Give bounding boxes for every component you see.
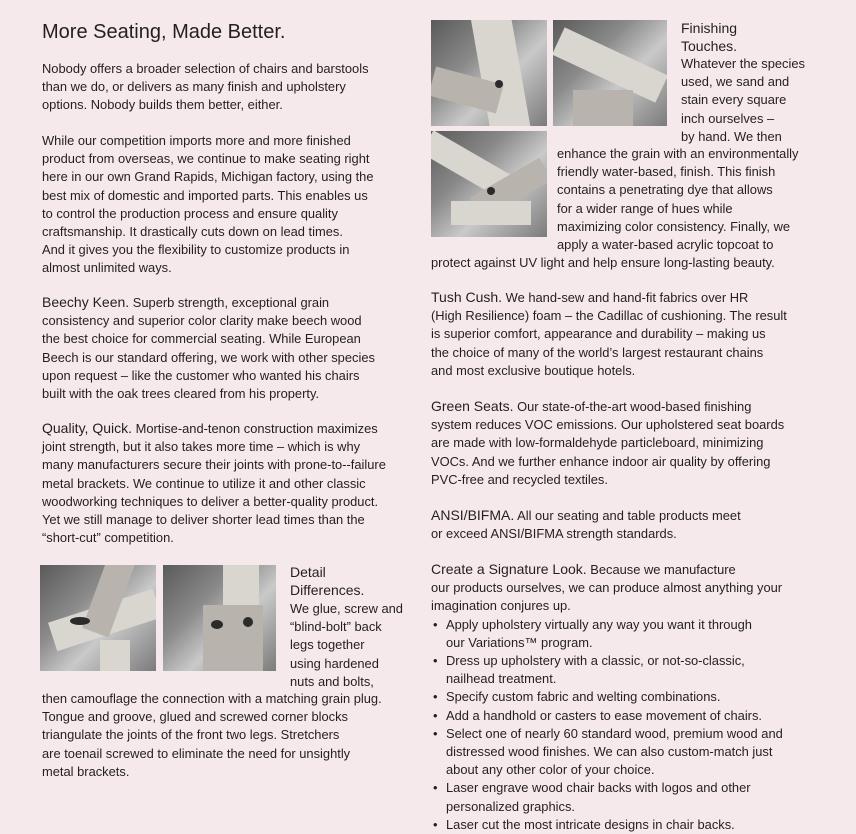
line: nuts and bolts, (290, 673, 374, 689)
line: or exceed ANSI/BIFMA strength standards. (431, 526, 677, 542)
green-seats-section (431, 397, 831, 489)
line: While our competition imports more and more finished (42, 133, 351, 148)
section-heading: Create a Signature Look. (431, 561, 587, 577)
line: craftsmanship. It drastically cuts down on lead times. (42, 224, 343, 240)
detail-side-text (290, 600, 403, 691)
line: to control the production process and ensure quality (42, 205, 338, 221)
line: We hand-sew and hand-fit fabrics over HR (502, 290, 749, 305)
line: “blind-bolt” back (290, 619, 382, 635)
line: are toenail screwed to eliminate the need for unsightly (42, 745, 351, 761)
line: imagination conjures up. (431, 598, 571, 614)
line: Nobody offers a broader selection of chairs and barstools (42, 61, 369, 76)
finish-photo-1 (431, 20, 547, 126)
line: stain every square (681, 92, 787, 108)
section-heading-line: Detail (290, 564, 326, 580)
line: Tongue and groove, glued and screwed corner blocks (42, 709, 348, 725)
line: Whatever the species (681, 56, 805, 71)
intro-paragraph-1 (42, 60, 402, 115)
line: “short-cut” competition. (42, 530, 174, 546)
line: our products ourselves, we can produce almost anything your (431, 580, 783, 596)
line: We glue, screw and (290, 601, 403, 616)
line: best mix of domestic and imported parts. This enables us (42, 187, 368, 203)
finishing-heading (681, 19, 737, 55)
line: • Specify custom fabric and welting combinations. (446, 689, 721, 705)
line: Beech is our standard offering, we work with other species (42, 349, 375, 365)
line: the best choice for commercial seating. While European (42, 331, 361, 347)
line: • Apply upholstery virtually any way you want it through (446, 616, 752, 632)
line: inch ourselves – (681, 110, 775, 126)
line: maximizing color consistency. Finally, we (557, 218, 791, 234)
line: product from overseas, we continue to make seating right (42, 151, 370, 167)
line: Yet we still manage to deliver shorter lead times than the (42, 512, 365, 528)
line: options. Nobody builds them better, either. (42, 97, 283, 113)
list-item (431, 616, 836, 652)
line: triangulate the joints of the front two legs. Stretchers (42, 727, 340, 743)
line: for a wider range of hues while (557, 200, 733, 216)
section-heading-line: Finishing (681, 20, 738, 36)
beechy-keen-section (42, 293, 412, 403)
tush-cush-section (431, 288, 831, 380)
list-item (431, 779, 836, 815)
line: the choice of many of the world’s largest restaurant chains (431, 344, 764, 360)
line: distressed wood finishes. We can also custom-match just (446, 744, 773, 760)
finishing-side-text (681, 55, 805, 146)
line: here in our own Grand Rapids, Michigan factory, using the (42, 169, 374, 185)
section-heading-line: Differences. (290, 582, 365, 599)
line: Our state-of-the-art wood-based finishing (513, 399, 752, 414)
line: VOCs. And we further enhance indoor air quality by offering (431, 453, 771, 469)
page-title: More Seating, Made Better. (42, 21, 286, 43)
list-item (431, 707, 836, 725)
joint-photo-1 (40, 565, 156, 671)
line: legs together (290, 637, 365, 653)
line: All our seating and table products meet (514, 508, 741, 523)
line: and most exclusive boutique hotels. (431, 362, 636, 378)
section-heading: Beechy Keen. (42, 294, 130, 310)
line: PVC-free and recycled textiles. (431, 471, 608, 487)
finish-photo-2 (553, 20, 667, 126)
line: are made with low-formaldehyde particleboard, minimizing (431, 435, 764, 451)
line: (High Resilience) foam – the Cadillac of cushioning. The result (431, 308, 787, 324)
line: is superior comfort, appearance and durability – making us (431, 326, 766, 342)
line: nailhead treatment. (446, 671, 557, 687)
line: using hardened (290, 655, 379, 671)
section-heading: Tush Cush. (431, 289, 503, 305)
line: Because we manufacture (586, 562, 736, 577)
line: • Add a handhold or casters to ease movement of chairs. (446, 707, 762, 723)
line: enhance the grain with an environmentally (557, 146, 799, 161)
quality-quick-section (42, 419, 414, 547)
section-heading: Green Seats. (431, 398, 514, 414)
line: upon request – like the customer who wanted his chairs (42, 367, 360, 383)
line: used, we sand and (681, 74, 790, 90)
line: • Dress up upholstery with a classic, or not-so-classic, (446, 653, 745, 669)
signature-look-section (431, 560, 836, 834)
line: metal brackets. (42, 763, 130, 779)
line: than we do, or delivers as many finish and upholstery (42, 79, 346, 95)
line: • Laser cut the most intricate designs in chair backs. (446, 816, 735, 832)
section-heading: Quality, Quick. (42, 420, 132, 436)
line: joint strength, but it also takes more time – which is why (42, 439, 361, 455)
joint-photo-2 (163, 565, 276, 671)
line: by hand. We then (681, 128, 782, 144)
feature-list (431, 616, 836, 834)
line: then camouflage the connection with a matching grain plug. (42, 691, 382, 706)
list-item (431, 688, 836, 706)
line: protect against UV light and help ensure long-lasting beauty. (431, 255, 775, 271)
line: almost unlimited ways. (42, 260, 172, 276)
line: Mortise-and-tenon construction maximizes (132, 421, 378, 436)
list-item (431, 816, 836, 834)
line: personalized graphics. (446, 798, 575, 814)
line: • Select one of nearly 60 standard wood, premium wood and (446, 725, 783, 741)
list-item (431, 725, 836, 780)
line: built with the oak trees cleared from his property. (42, 386, 320, 402)
line: about any other color of your choice. (446, 762, 655, 778)
section-heading-line: Touches. (681, 38, 738, 55)
line: many manufacturers secure their joints with prone-to--failure (42, 457, 386, 473)
line: And it gives you the flexibility to customize products in (42, 242, 350, 258)
line: metal brackets. We continue to utilize it and other classic (42, 475, 366, 491)
list-item (431, 652, 836, 688)
ansi-bifma-section (431, 506, 831, 543)
line: friendly water-based, finish. This finish (557, 164, 776, 180)
line: contains a penetrating dye that allows (557, 182, 773, 198)
finishing-body (431, 145, 831, 272)
line: system reduces VOC emissions. Our upholstered seat boards (431, 417, 785, 433)
intro-paragraph-2 (42, 132, 412, 278)
line: apply a water-based acrylic topcoat to (557, 237, 774, 253)
line: woodworking techniques to deliver a better-quality product. (42, 493, 379, 509)
line: consistency and superior color clarity make beech wood (42, 313, 362, 329)
line: our Variations™ program. (446, 634, 593, 650)
detail-heading (290, 563, 364, 599)
line: Superb strength, exceptional grain (129, 295, 330, 310)
line: • Laser engrave wood chair backs with logos and other (446, 780, 751, 796)
detail-body (42, 690, 422, 781)
section-heading: ANSI/BIFMA. (431, 507, 515, 523)
